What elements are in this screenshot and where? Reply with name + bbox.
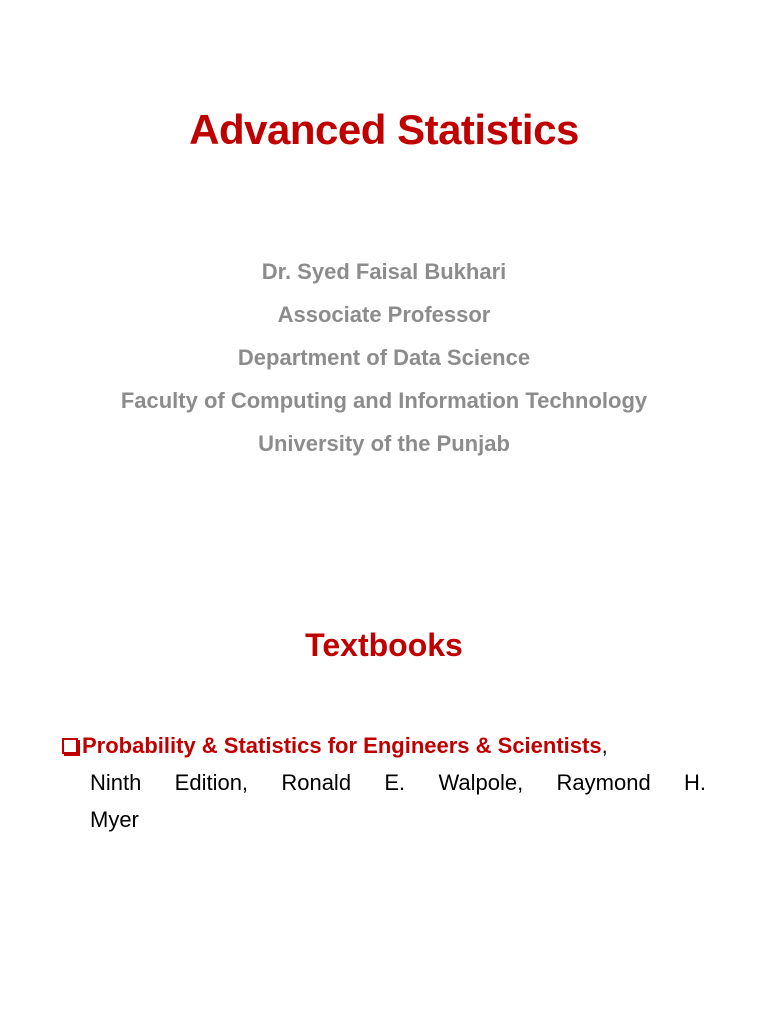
textbook-details: Ninth Edition, Ronald E. Walpole, Raymond H.: [90, 770, 706, 795]
author-faculty: Faculty of Computing and Information Technology: [120, 388, 648, 413]
slide-title: Advanced Statistics: [189, 106, 579, 153]
textbook-list-item: [62, 727, 706, 838]
section-title: Textbooks: [305, 627, 463, 663]
textbook-first-line: [62, 727, 706, 764]
author-name: Dr. Syed Faisal Bukhari: [261, 259, 507, 284]
checkbox-square-icon: [62, 738, 78, 754]
textbooks-slide: [0, 512, 768, 1024]
textbook-title: Probability & Statistics for Engineers & Scientists: [82, 733, 602, 758]
author-position: Associate Professor: [277, 302, 491, 327]
author-university: University of the Punjab: [258, 431, 510, 456]
textbook-separator: ,: [601, 733, 608, 758]
author-info: [0, 256, 768, 471]
textbook-details-continued: Myer: [90, 807, 139, 832]
author-department: Department of Data Science: [237, 345, 531, 370]
